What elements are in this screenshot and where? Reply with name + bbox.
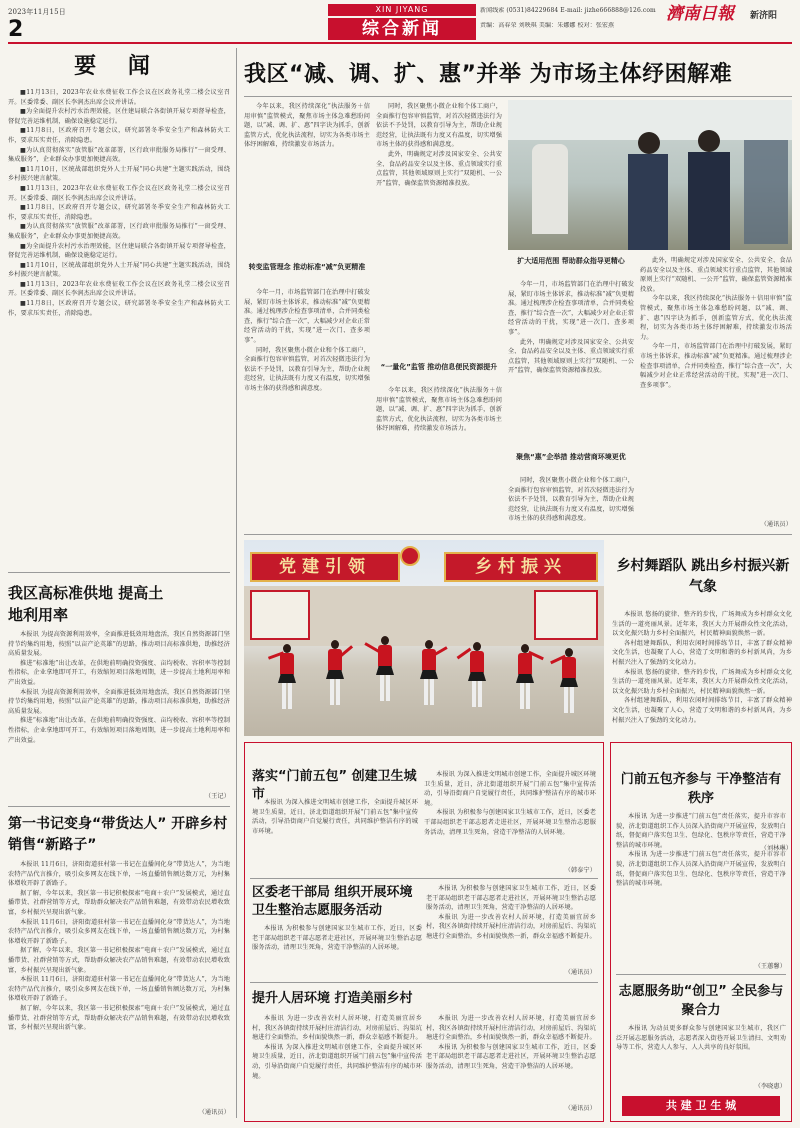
volunteer-paragraph: 本报讯 为积极参与创建国家卫生城市工作，近日，区委老干部局组织老干部志愿者走进社区，开展环境卫生整治志愿服务活动，清理卫生死角，营造干净整洁的人居环境。 <box>252 925 422 952</box>
secretary-body <box>8 860 230 1106</box>
dance-paragraph: 本报讯 悠扬的旋律、整齐的步伐，广场舞成为乡村群众文化生活的一道亮丽风景。近年来，我区大力开展群众性文化活动，以文化振兴助力乡村全面振兴，村民精神面貌焕然一新。 <box>612 611 792 638</box>
land-headline: 我区高标准供地 提高土地利用率 <box>8 584 164 624</box>
main-subhead-1: 转变监管理念 推动标准“减”负更精准 <box>248 263 366 271</box>
divider <box>8 806 230 807</box>
living-paragraph: 本报讯 为进一步改善农村人居环境，打造美丽宜居乡村，我区各镇街持续开展村庄清洁行动，对房前屋后、沟渠坑塘进行全面整治，乡村面貌焕然一新，群众幸福感不断提升。 <box>426 1015 596 1042</box>
living-paragraph: 本报讯 为深入推进文明城市创建工作，全面提升城区环境卫生质量，近日，济北街道组织开展“门前五包”集中宣传活动，引导沿街商户自觉履行责任，共同维护整洁有序的城市环境。 <box>252 1043 422 1080</box>
hygiene-body <box>252 798 418 858</box>
secretary-paragraph: 据了解，今年以来，我区第一书记积极探索“电商＋农户”发展模式，通过直播带货、社群营销等方式，帮助群众解决农产品销售难题，有效带动农民增收致富，乡村振兴呈现出新气象。 <box>8 889 230 916</box>
page-number: 2 <box>8 17 24 42</box>
hygiene-headline: 落实“门前五包” 创建卫生城市 <box>252 769 417 802</box>
dancer-figure <box>278 644 296 714</box>
brief-item: ■11月13日，2023年农业水费征收工作会议在区政务礼堂二楼会议室召开。区委常委、副区长李润杰出席会议并讲话。 <box>8 184 230 202</box>
main-col-2b <box>376 386 502 528</box>
creative-headline: 志愿服务助“创卫” 全民参与聚合力 <box>618 984 784 1018</box>
fivepackages-body <box>616 812 786 960</box>
land-paragraph: 本报讯 为提高资源利用效率，全面推进低效用地盘活，我区自然资源部门坚持节约集约用地，按照“以亩产论英雄”的思路，推动项目高标准供地，助推经济高质量发展。 <box>8 688 230 715</box>
hygiene-author: （韩泰宁） <box>564 867 596 874</box>
secretary-paragraph: 本报讯 11月6日，济阳街道驻村第一书记在直播间化身“带货达人”，为当地农特产品代言推介，吸引众多网友在线下单，一场直播销售额达数万元，为村集体增收开辟了新路子。 <box>8 918 230 945</box>
main-col-3 <box>508 280 634 450</box>
fivepackages-paragraph: 本报讯 为进一步推进“门前五包”责任落实，提升市容市貌，济北街道组织工作人员深入沿街商户开展宣传，发放明白纸，督促商户落实包卫生、包绿化、包秩序等责任，营造干净整洁的城市环境。 <box>616 851 786 888</box>
divider <box>250 982 598 983</box>
secretary-paragraph: 本报讯 11月6日，济阳街道驻村第一书记在直播间化身“带货达人”，为当地农特产品代言推介，吸引众多网友在线下单，一场直播销售额达数万元，为村集体增收开辟了新路子。 <box>8 976 230 1003</box>
main-paragraph: 同时，我区聚焦小微企业和个体工商户，全面推行包容审慎监管，对首次轻微违法行为依法不予处罚，以教育引导为主，帮助企业规范经营，让执法既有力度又有温度，切实增强市场主体的获得感和满意度。 <box>244 346 370 392</box>
hygiene-paragraph: 本报讯 为深入推进文明城市创建工作，全面提升城区环境卫生质量，近日，济北街道组织开展“门前五包”集中宣传活动，引导沿街商户自觉履行责任，共同维护整洁有序的城市环境。 <box>252 799 418 835</box>
secretary-headline: 第一书记变身“带货达人” 开辟乡村销售“新路子” <box>8 816 228 853</box>
party-emblem-icon <box>400 546 420 566</box>
main-subhead-5: 聚焦“惠”企举措 推动营商环境更优 <box>516 453 626 461</box>
brief-item: ■11月13日，2023年农业水费征收工作会议在区政务礼堂二楼会议室召开。区委常委、副区长李润杰出席会议并讲话。 <box>8 280 230 298</box>
main-col-1b <box>244 288 370 528</box>
brief-item: ■为全面提升农村污水治理效能，区住建局联合各街镇开展专项督导检查，督促完善运维机制，确保设施稳定运行。 <box>8 242 230 260</box>
creative-paragraph: 本报讯 为动员更多群众参与创建国家卫生城市，我区广泛开展志愿服务活动，志愿者深入街巷开展卫生清扫、文明劝导等工作，营造人人参与、人人共享的良好氛围。 <box>616 1025 786 1052</box>
issue-date: 2023年11月15日 <box>8 8 66 16</box>
volunteer-paragraph: 本报讯 为进一步改善农村人居环境，打造美丽宜居乡村，我区各镇街持续开展村庄清洁行动，对房前屋后、沟渠坑塘进行全面整治，乡村面貌焕然一新，群众幸福感不断提升。 <box>426 913 596 940</box>
main-paragraph: 今年一月，市场监管部门在治理中打破发展，紧盯市场主体诉求，推动标准“减”负更精准。通过梳理涉企检查事项清单，合并同类检查，推行“综合查一次”，大幅减少对企业正常经营活动的干扰，实现“进一次门、查多项事”。 <box>244 289 370 344</box>
secretary-paragraph: 据了解，今年以来，我区第一书记积极探索“电商＋农户”发展模式，通过直播带货、社群营销等方式，帮助群众解决农产品销售难题，有效带动农民增收致富，乡村振兴呈现出新气象。 <box>8 1004 230 1032</box>
brief-item: ■11月8日，区政府召开专题会议，研究部署冬季安全生产和森林防火工作，要求压实责任，消除隐患。 <box>8 300 230 317</box>
main-paragraph: 今年一月，市场监管部门在治理中打破发展，紧盯市场主体诉求，推动标准“减”负更精准。通过梳理涉企检查事项清单，合并同类检查，推行“综合查一次”，大幅减少对企业正常经营活动的干扰，实现“进一次门、查多项事”。 <box>508 281 634 336</box>
living-paragraph: 本报讯 为进一步改善农村人居环境，打造美丽宜居乡村，我区各镇街持续开展村庄清洁行动，对房前屋后、沟渠坑塘进行全面整治，乡村面貌焕然一新，群众幸福感不断提升。 <box>252 1015 422 1042</box>
fivepackages-headline: 门前五包齐参与 干净整洁有秩序 <box>620 772 782 806</box>
hygiene-paragraph: 本报讯 为积极参与创建国家卫生城市工作，近日，区委老干部局组织老干部志愿者走进社区，开展环境卫生整治志愿服务活动，清理卫生死角，营造干净整洁的人居环境。 <box>424 809 596 836</box>
secretary-paragraph: 据了解，今年以来，我区第一书记积极探索“电商＋农户”发展模式，通过直播带货、社群营销等方式，帮助群众解决农产品销售难题，有效带动农民增收致富，乡村振兴呈现出新气象。 <box>8 947 230 974</box>
dancer-figure <box>468 642 486 712</box>
masthead-sub: 新济阳 <box>750 11 778 21</box>
creative-body <box>616 1024 786 1082</box>
brief-item: ■为认真贯彻落实“放管服”改革部署，区行政审批服务局推行“一窗受理、集成服务”，企业群众办事更加便捷高效。 <box>8 223 230 240</box>
main-paragraph: 今年一月，市场监管部门在治理中打破发展，紧盯市场主体诉求，推动标准“减”负更精准。通过梳理涉企检查事项清单，合并同类检查，推行“综合查一次”，大幅减少对企业正常经营活动的干扰，实现“进一次门、查多项事”。 <box>640 343 792 389</box>
volunteer-author: （通讯员） <box>564 969 596 976</box>
fivepackages-author: （王蕙馨） <box>754 963 786 970</box>
land-paragraph: 推进“标准地”出让改革，在供地前明确投资强度、亩均税收、容积率等控制性指标，企业拿地即可开工，有效缩短项目落地周期，进一步提高土地利用率和产出效益。 <box>8 659 230 686</box>
volunteer-headline: 区委老干部局 组织开展环境卫生整治志愿服务活动 <box>252 885 413 918</box>
footer-banner-label: 共 建 卫 生 城 <box>665 1099 737 1112</box>
main-paragraph: 今年以来，我区持续深化“执法服务＋信用审慎”监管模式，聚焦市场主体急难愁盼问题，以“减、调、扩、惠”四字诀为抓手，创新监管方式，优化执法流程，切实为各类市场主体纾困解难，持续激发市场活力。 <box>244 103 370 149</box>
brief-item: ■11月10日，区统战部组织党外人士开展“同心共建”主题实践活动，围绕乡村振兴建言献策。 <box>8 261 230 279</box>
section-title: 综合新闻 <box>362 19 442 39</box>
divider <box>8 572 230 573</box>
dance-photo <box>244 540 604 736</box>
brief-item: ■11月10日，区统战部组织党外人士开展“同心共建”主题实践活动，围绕乡村振兴建言献策。 <box>8 165 230 183</box>
main-paragraph: 今年以来，我区持续深化“执法服务＋信用审慎”监管模式，聚焦市场主体急难愁盼问题，以“减、调、扩、惠”四字诀为抓手，创新监管方式，优化执法流程，切实为各类市场主体纾困解难，持续激发市场活力。 <box>640 295 792 341</box>
dance-paragraph: 各村组建舞蹈队，利用农闲时间排练节目，丰富了群众精神文化生活，也凝聚了人心，营造了文明和谐的乡村新风尚，为乡村振兴注入了强劲的文化动力。 <box>612 639 792 666</box>
brief-item: ■为认真贯彻落实“放管服”改革部署，区行政审批服务局推行“一窗受理、集成服务”，企业群众办事更加便捷高效。 <box>8 146 230 164</box>
secretary-author: （通讯员） <box>198 1109 230 1116</box>
brief-item: ■11月13日，2023年农业水费征收工作会议在区政务礼堂二楼会议室召开。区委常委、副区长李润杰出席会议并讲话。 <box>8 89 230 106</box>
main-headline: 我区“减、调、扩、惠”并举 为市场主体纾困解难 <box>244 62 733 87</box>
main-paragraph: 此外，明确规定对涉及国家安全、公共安全、食品药品安全以及主体、重点领域实行重点监管，其他领域原则上实行“双随机、一公开”监管，确保监管资源精准投放。 <box>640 257 792 293</box>
creative-author: （李晓惠） <box>754 1083 786 1090</box>
dancer-figure <box>376 636 394 706</box>
dance-author: （刘林琳） <box>760 845 792 852</box>
main-paragraph: 此外，明确规定对涉及国家安全、公共安全、食品药品安全以及主体、重点领域实行重点监管，其他领域原则上实行“双随机、一公开”监管，确保监管资源精准投放。 <box>508 338 634 375</box>
volunteer-body-2 <box>426 884 596 968</box>
land-paragraph: 推进“标准地”出让改革，在供地前明确投资强度、亩均税收、容积率等控制性指标，企业拿地即可开工，有效缩短项目落地周期，进一步提高土地利用率和产出效益。 <box>8 717 230 744</box>
main-col-4 <box>640 256 792 518</box>
channel-label: XIN JIYANG <box>375 5 429 14</box>
main-paragraph: 此外，明确规定对涉及国家安全、公共安全、食品药品安全以及主体、重点领域实行重点监管，其他领域原则上实行“双随机、一公开”监管，确保监管资源精准投放。 <box>376 150 502 187</box>
main-col-2 <box>376 102 502 360</box>
dance-headline: 乡村舞蹈队 跳出乡村振兴新气象 <box>616 558 790 595</box>
inspection-photo <box>508 100 792 250</box>
brief-heading: 要 闻 <box>74 54 162 79</box>
land-body <box>8 630 230 792</box>
fivepackages-paragraph: 本报讯 为进一步推进“门前五包”责任落实，提升市容市貌，济北街道组织工作人员深入沿街商户开展宣传，发放明白纸，督促商户落实包卫生、包绿化、包秩序等责任，营造干净整洁的城市环境。 <box>616 813 786 849</box>
divider <box>250 878 598 879</box>
hygiene-body-2 <box>424 770 596 866</box>
party-sign: 党建引领 <box>250 552 400 582</box>
main-subhead-3: “一量化”监管 推动信息便民资源提升 <box>380 363 498 371</box>
dance-paragraph: 本报讯 悠扬的旋律、整齐的步伐，广场舞成为乡村群众文化生活的一道亮丽风景。近年来，我区大力开展群众性文化活动，以文化振兴助力乡村全面振兴，村民精神面貌焕然一新。 <box>612 668 792 695</box>
main-paragraph: 同时，我区聚焦小微企业和个体工商户，全面推行包容审慎监管，对首次轻微违法行为依法不予处罚，以教育引导为主，帮助企业规范经营，让执法既有力度又有温度，切实增强市场主体的获得感和满意度。 <box>376 103 502 149</box>
masthead-logo: 濟南日報 <box>666 4 734 24</box>
secretary-paragraph: 本报讯 11月6日，济阳街道驻村第一书记在直播间化身“带货达人”，为当地农特产品代言推介，吸引众多网友在线下单，一场直播销售额达数万元，为村集体增收开辟了新路子。 <box>8 861 230 888</box>
hygiene-paragraph: 本报讯 为深入推进文明城市创建工作，全面提升城区环境卫生质量，近日，济北街道组织开展“门前五包”集中宣传活动，引导沿街商户自觉履行责任，共同维护整洁有序的城市环境。 <box>424 771 596 807</box>
dancer-figure <box>516 644 534 714</box>
land-author: （王记） <box>204 793 230 800</box>
living-paragraph: 本报讯 为积极参与创建国家卫生城市工作，近日，区委老干部局组织老干部志愿者走进社区，开展环境卫生整治志愿服务活动，清理卫生死角，营造干净整洁的人居环境。 <box>426 1043 596 1070</box>
column-divider <box>236 48 237 1118</box>
living-body-2 <box>426 1014 596 1102</box>
dancer-figure <box>420 640 438 710</box>
living-body <box>252 1014 422 1114</box>
brief-item: ■11月8日，区政府召开专题会议，研究部署冬季安全生产和森林防火工作，要求压实责任，消除隐患。 <box>8 127 230 144</box>
divider <box>616 974 786 975</box>
brief-item: ■11月8日，区政府召开专题会议，研究部署冬季安全生产和森林防火工作，要求压实责任，消除隐患。 <box>8 204 230 221</box>
dancer-figure <box>326 640 344 710</box>
village-sign: 乡村振兴 <box>444 552 598 582</box>
volunteer-paragraph: 本报讯 为积极参与创建国家卫生城市工作，近日，区委老干部局组织老干部志愿者走进社区，开展环境卫生整治志愿服务活动，清理卫生死角，营造干净整洁的人居环境。 <box>426 885 596 912</box>
divider <box>244 534 792 535</box>
brief-list <box>8 88 230 568</box>
page-credits: 责编：高春荣 刘映琪 美编：朱娜娜 校对：张宏燕 <box>480 22 615 29</box>
main-subhead-2: 扩大适用范围 帮助群众指导更精心 <box>517 257 625 265</box>
main-col-1 <box>244 102 370 260</box>
land-paragraph: 本报讯 为提高资源利用效率，全面推进低效用地盘活，我区自然资源部门坚持节约集约用地，按照“以亩产论英雄”的思路，推动项目高标准供地，助推经济高质量发展。 <box>8 631 230 658</box>
living-author: （通讯员） <box>564 1105 596 1112</box>
living-headline: 提升人居环境 打造美丽乡村 <box>252 991 413 1006</box>
dance-paragraph: 各村组建舞蹈队，利用农闲时间排练节目，丰富了群众精神文化生活，也凝聚了人心，营造了文明和谐的乡村新风尚，为乡村振兴注入了强劲的文化动力。 <box>612 697 792 724</box>
header-rule <box>8 42 792 44</box>
brief-item: ■为全面提升农村污水治理效能，区住建局联合各街镇开展专项督导检查，督促完善运维机制，确保设施稳定运行。 <box>8 108 230 125</box>
volunteer-body <box>252 924 422 976</box>
main-paragraph: 今年以来，我区持续深化“执法服务＋信用审慎”监管模式，聚焦市场主体急难愁盼问题，以“减、调、扩、惠”四字诀为抓手，创新监管方式，优化执法流程，切实为各类市场主体纾困解难，持续激发市场活力。 <box>376 387 502 433</box>
divider <box>244 96 792 97</box>
main-paragraph: 同时，我区聚焦小微企业和个体工商户，全面推行包容审慎监管，对首次轻微违法行为依法不予处罚，以教育引导为主，帮助企业规范经营，让执法既有力度又有温度，切实增强市场主体的获得感和满意度。 <box>508 477 634 523</box>
main-author: （通讯员） <box>760 521 792 528</box>
dancer-figure <box>560 648 578 718</box>
main-col-3b <box>508 476 634 528</box>
news-hotline: 新闻线索 (0531)84229684 E-mail: jizhe666888@126.com <box>480 7 656 14</box>
